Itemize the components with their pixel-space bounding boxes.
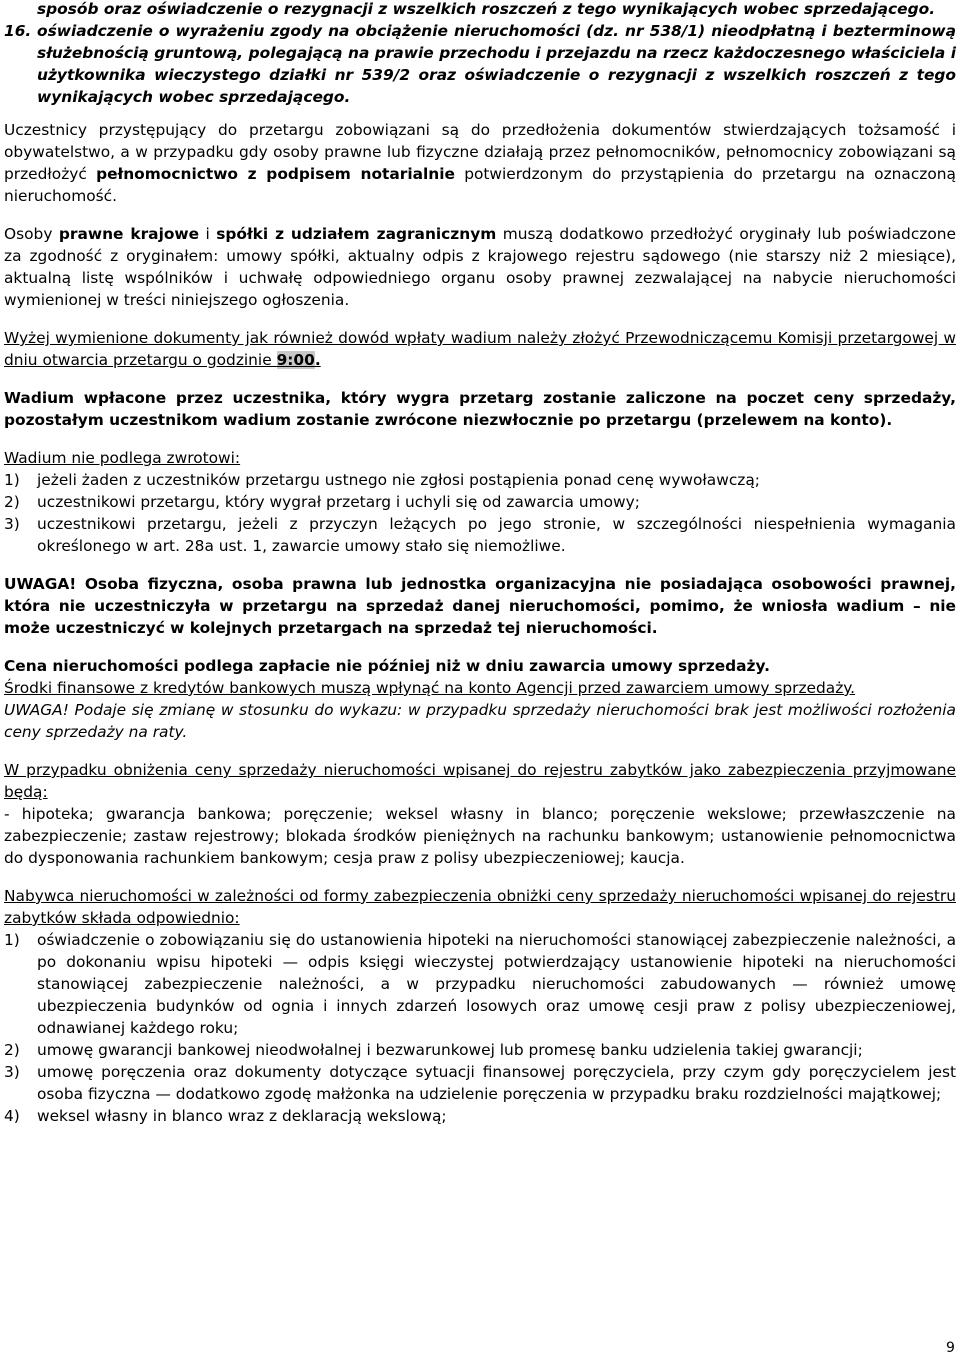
paragraph-warning <box>4 573 956 639</box>
paragraph-participants <box>4 119 956 207</box>
list-item <box>4 20 956 108</box>
item-number: 3) <box>4 1063 20 1081</box>
item-number: 4) <box>4 1107 20 1125</box>
item-text: oświadczenie o zobowiązaniu się do ustanowienia hipoteki na nieruchomości stanowiącej zabezpieczenie należności, a po dokonaniu wpisu hipoteki — odpis księgi wieczystej potwierdzający ustanowienie hipoteki na nieruchomości stanowiącej zabezpieczenie należności, a w przypadku nieruchomości zabudowanych — również umowę ubezpieczenia budynków od ognia i innych zdarzeń losowych oraz umowę cesji praw z polisy ubezpieczeniowej, odnawianej każdego roku; <box>37 931 956 1037</box>
item-text: umowę gwarancji bankowej nieodwołalnej i bezwarunkowej lub promesę banku udzielenia takiej gwarancji; <box>37 1041 863 1059</box>
bold-span: prawne krajowe <box>58 225 200 243</box>
warning-label: UWAGA! <box>4 575 77 593</box>
list-item <box>4 1105 956 1127</box>
paragraph-legal-persons <box>4 223 956 311</box>
document-page <box>4 0 956 1127</box>
text-span: . <box>314 351 321 369</box>
page-number: 9 <box>946 1340 955 1356</box>
paragraph-documents-submission <box>4 327 956 371</box>
text-span: i <box>199 225 217 243</box>
item-text: jeżeli żaden z uczestników przetargu ustnego nie zgłosi postąpienia ponad cenę wywoławczą; <box>37 471 760 489</box>
text-span: Osoby <box>4 225 59 243</box>
bold-span: spółki z udziałem zagranicznym <box>216 225 497 243</box>
list-item <box>4 513 956 557</box>
heading-deposit-nonrefundable: Wadium nie podlega zwrotowi: <box>4 449 241 467</box>
list-item <box>4 491 956 513</box>
item-text: weksel własny in blanco wraz z deklaracją wekslową; <box>37 1107 447 1125</box>
paragraph-deposit: Wadium wpłacone przez uczestnika, który wygra przetarg zostanie zaliczone na poczet ceny sprzedaży, pozostałym uczestnikom wadium zostanie zwrócone niezwłocznie po przetargu (przelewem na konto). <box>4 389 956 429</box>
item-text: umowę poręczenia oraz dokumenty dotyczące sytuacji finansowej poręczyciela, przy czym gdy poręczycielem jest osoba fizyczna — dodatkowo zgodę małżonka na udzielenie poręczenia w przypadku braku rozdzielności majątkowej; <box>37 1063 956 1103</box>
list-item <box>4 469 956 491</box>
list-item <box>4 1061 956 1105</box>
item-number: 1) <box>4 471 20 489</box>
heading-buyer-submits: Nabywca nieruchomości w zależności od formy zabezpieczenia obniżki ceny sprzedaży nieruchomości wpisanej do rejestru zabytków składa odpowiednio: <box>4 887 956 927</box>
item-number: 16. <box>4 22 32 40</box>
paragraph-bank-funds: Środki finansowe z kredytów bankowych muszą wpłynąć na konto Agencji przed zawarciem umowy sprzedaży. <box>4 679 856 697</box>
text-span: Wyżej wymienione dokumenty jak również dowód wpłaty wadium należy złożyć Przewodniczącemu Komisji przetargowej w dniu otwarcia przetargu o godzinie <box>4 329 956 369</box>
deposit-list <box>4 469 956 557</box>
item-number: 3) <box>4 515 20 533</box>
item-text: uczestnikowi przetargu, jeżeli z przyczyn leżących po jego stronie, w szczególności niespełnienia wymagania określonego w art. 28a ust. 1, zawarcie umowy stało się niemożliwe. <box>37 515 956 555</box>
item-text: uczestnikowi przetargu, który wygrał przetarg i uchyli się od zawarcia umowy; <box>37 493 640 511</box>
time-highlight: 9:00 <box>276 351 315 369</box>
text-span: Podaje się zmianę w stosunku do wykazu: w przypadku sprzedaży nieruchomości brak jest możliwości rozłożenia ceny sprzedaży na raty. <box>4 701 956 741</box>
text-span: Osoba fizyczna, osoba prawna lub jednostka organizacyjna nie posiadająca osobowości prawnej, która nie uczestniczyła w przetargu na sprzedaż danej nieruchomości, pomimo, że wniosła wadium – nie może uczestniczyć w kolejnych przetargach na sprzedaż tej nieruchomości. <box>4 575 956 637</box>
heading-securities: W przypadku obniżenia ceny sprzedaży nieruchomości wpisanej do rejestru zabytków jako zabezpieczenia przyjmowane będą: <box>4 761 956 801</box>
list-item <box>4 1039 956 1061</box>
bold-span: pełnomocnictwo z podpisem notarialnie <box>96 165 455 183</box>
top-continuation: sposób oraz oświadczenie o rezygnacji z wszelkich roszczeń z tego wynikających wobec sprzedającego. <box>37 0 936 18</box>
warning-label: UWAGA! <box>4 701 69 719</box>
item-number: 2) <box>4 493 20 511</box>
item-number: 2) <box>4 1041 20 1059</box>
text-span: Uczestnicy przystępujący do przetargu zobowiązani są do przedłożenia dokumentów stwierdzających tożsamość i obywatelstwo, a w przypadku gdy osoby prawne lub fizyczne działają przez pełnomocników, pełnomocnicy zobowiązani są przedłożyć <box>4 121 956 183</box>
text-span: muszą dodatkowo przedłożyć oryginały lub poświadczone za zgodność z oryginałem: umowy spółki, aktualny odpis z krajowego rejestru sądowego (nie starszy niż 2 miesiące), aktualną listę wspólników i uchwałę odpowiedniego organu osoby prawnej zezwalającej na nabycie nieruchomości wymienionej w treści niniejszego ogłoszenia. <box>4 225 957 309</box>
top-list <box>4 20 956 108</box>
text-span: potwierdzonym do przystąpienia do przetargu na oznaczoną nieruchomość. <box>4 165 956 205</box>
paragraph-installments <box>4 699 956 743</box>
paragraph-securities: - hipoteka; gwarancja bankowa; poręczenie; weksel własny in blanco; poręczenie wekslowe; przewłaszczenie na zabezpieczenie; zastaw rejestrowy; blokada środków pieniężnych na rachunku bankowym; ustanowienie pełnomocnictwa do dysponowania rachunkiem bankowym; cesja praw z polisy ubezpieczeniowej; kaucja. <box>4 805 956 867</box>
paragraph-payment: Cena nieruchomości podlega zapłacie nie później niż w dniu zawarcia umowy sprzedaży. <box>4 657 770 675</box>
buyer-list <box>4 929 956 1127</box>
list-item <box>4 929 956 1039</box>
item-text: oświadczenie o wyrażeniu zgody na obciążenie nieruchomości (dz. nr 538/1) nieodpłatną i bezterminową służebnością gruntową, polegającą na prawie przechodu i przejazdu na rzecz każdoczesnego właściciela i użytkownika wieczystego działki nr 539/2 oraz oświadczenie o rezygnacji z wszelkich roszczeń z tego wynikających wobec sprzedającego. <box>37 22 956 106</box>
item-number: 1) <box>4 931 20 949</box>
